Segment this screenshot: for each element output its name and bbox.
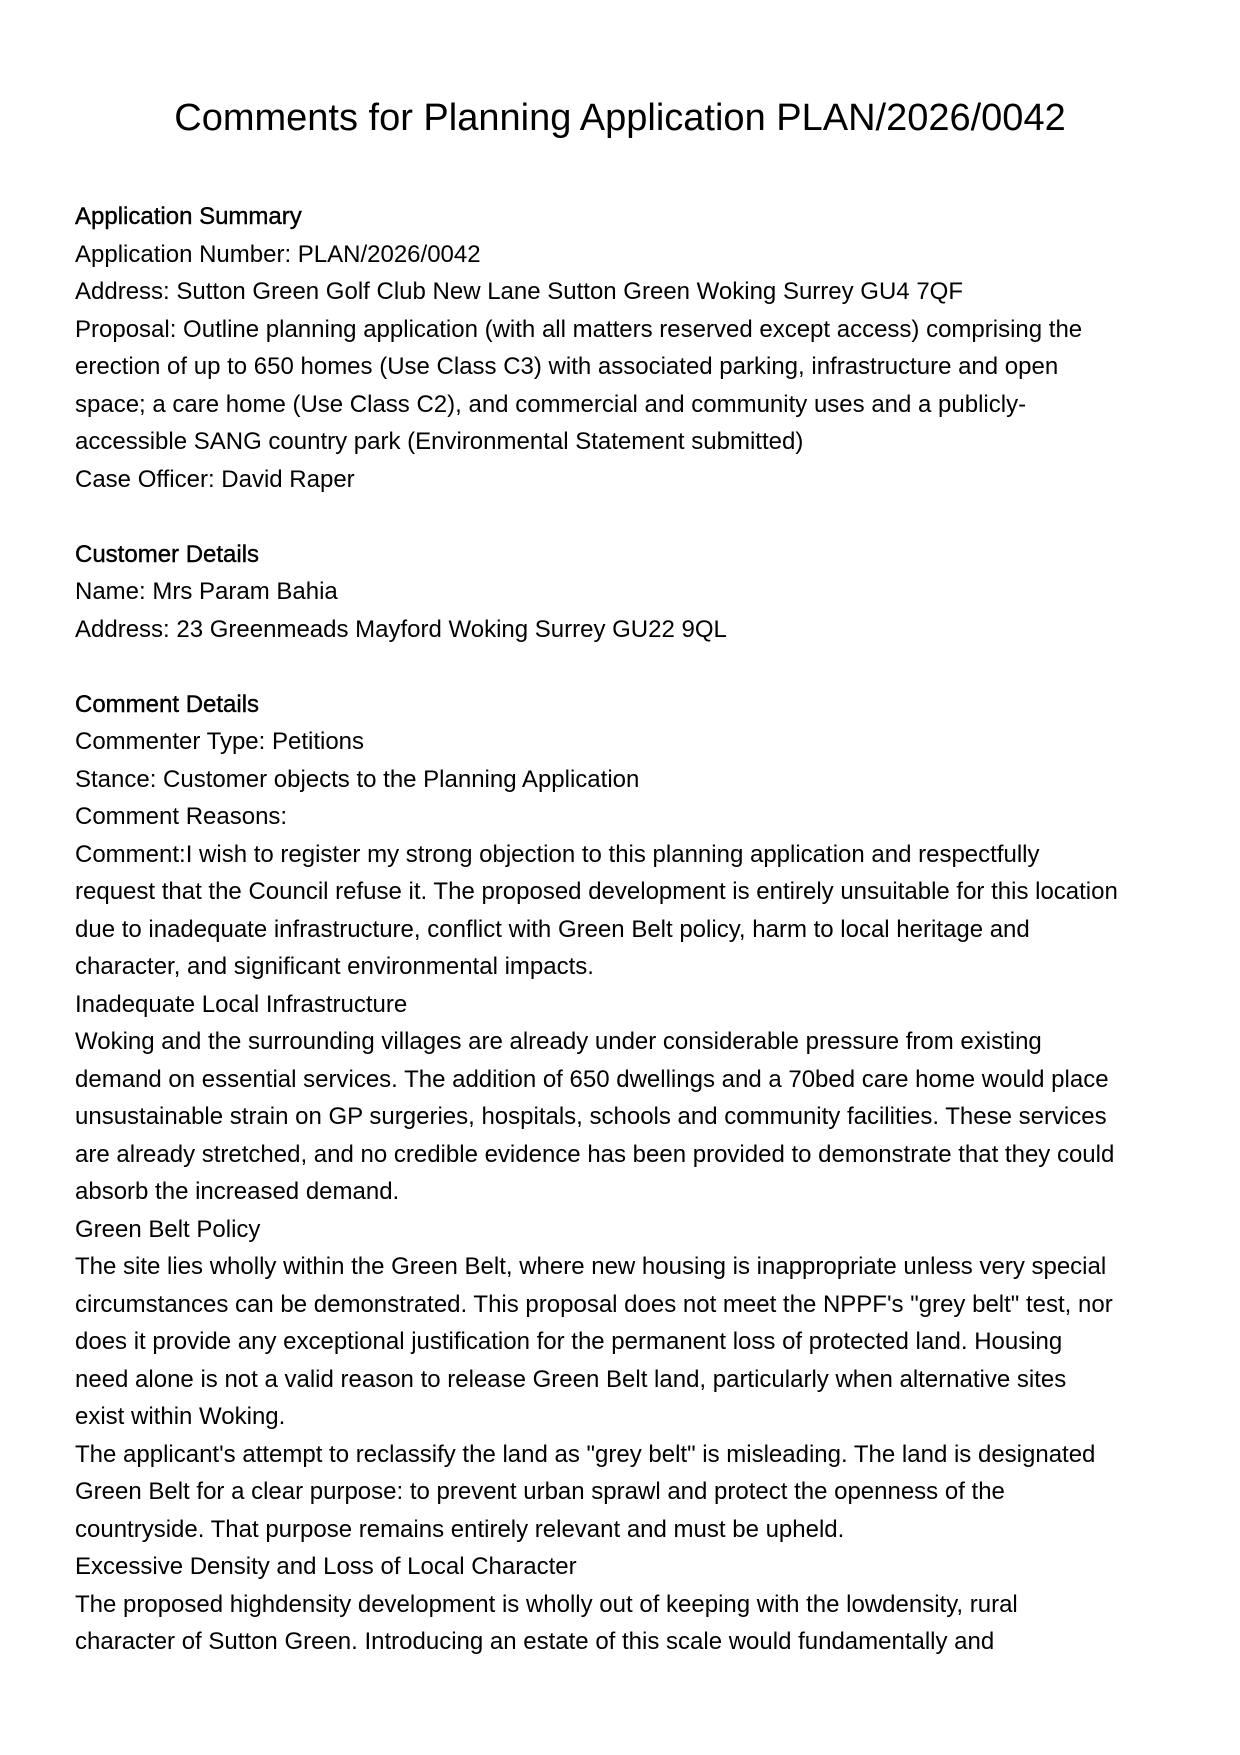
text-line: need alone is not a valid reason to release Green Belt land, particularly when alternative sites xyxy=(75,1365,1067,1393)
subheading-density: Excessive Density and Loss of Local Character xyxy=(75,1553,577,1580)
commenter-type: Commenter Type: Petitions xyxy=(75,728,365,755)
text-line: character of Sutton Green. Introducing an estate of this scale would fundamentally and xyxy=(75,1628,995,1655)
stance: Stance: Customer objects to the Planning Application xyxy=(75,765,640,793)
section-heading: Comment Details xyxy=(75,690,260,718)
text-line: erection of up to 650 homes (Use Class C3) with associated parking, infrastructure and open xyxy=(75,353,1059,380)
case-officer: Case Officer: David Raper xyxy=(75,465,355,493)
subheading-green-belt: Green Belt Policy xyxy=(75,1215,261,1243)
green-belt-paragraph xyxy=(75,1248,1175,1436)
text-line: does it provide any exceptional justification for the permanent loss of protected land. Housing xyxy=(75,1328,1063,1355)
comment-reasons: Comment Reasons: xyxy=(75,803,288,830)
text-line: Green Belt for a clear purpose: to prevent urban sprawl and protect the openness of the xyxy=(75,1478,1005,1505)
text-line: exist within Woking. xyxy=(75,1403,286,1430)
text-line: countryside. That purpose remains entirely relevant and must be upheld. xyxy=(75,1515,845,1543)
text-line: The applicant's attempt to reclassify the land as "grey belt" is misleading. The land is designated xyxy=(75,1440,1096,1468)
grey-belt-paragraph xyxy=(75,1436,1175,1549)
section-heading: Application Summary xyxy=(75,203,302,230)
text-line: request that the Council refuse it. The proposed development is entirely unsuitable for this location xyxy=(75,878,1118,905)
infrastructure-paragraph xyxy=(75,1023,1175,1211)
subheading-infrastructure: Inadequate Local Infrastructure xyxy=(75,990,408,1018)
text-line: Comment:I wish to register my strong objection to this planning application and respectfully xyxy=(75,840,1040,868)
customer-details-section xyxy=(75,536,1175,649)
text-line: due to inadequate infrastructure, conflict with Green Belt policy, harm to local heritage and xyxy=(75,915,1030,943)
page-title: Comments for Planning Application PLAN/2026/0042 xyxy=(174,97,1066,139)
text-line: demand on essential services. The addition of 650 dwellings and a 70bed care home would place xyxy=(75,1065,1109,1093)
application-summary-section xyxy=(75,198,1175,498)
text-line: unsustainable strain on GP surgeries, hospitals, schools and community facilities. These services xyxy=(75,1103,1107,1130)
text-line: accessible SANG country park (Environmental Statement submitted) xyxy=(75,428,804,455)
application-address: Address: Sutton Green Golf Club New Lane Sutton Green Woking Surrey GU4 7QF xyxy=(75,278,963,305)
application-number: Application Number: PLAN/2026/0042 xyxy=(75,240,481,268)
comment-details-section xyxy=(75,686,1175,1661)
section-heading: Customer Details xyxy=(75,540,260,568)
text-line: space; a care home (Use Class C2), and commercial and community uses and a publicly- xyxy=(75,390,1027,418)
density-paragraph xyxy=(75,1586,1175,1661)
text-line: The site lies wholly within the Green Belt, where new housing is inappropriate unless very special xyxy=(75,1253,1107,1280)
text-line: The proposed highdensity development is wholly out of keeping with the lowdensity, rural xyxy=(75,1590,1018,1618)
text-line: are already stretched, and no credible evidence has been provided to demonstrate that they could xyxy=(75,1140,1115,1168)
customer-name: Name: Mrs Param Bahia xyxy=(75,578,338,605)
text-line: character, and significant environmental impacts. xyxy=(75,953,594,980)
proposal-text xyxy=(75,311,1175,461)
text-line: Proposal: Outline planning application (with all matters reserved except access) comprising the xyxy=(75,315,1083,343)
comment-intro xyxy=(75,836,1175,986)
text-line: circumstances can be demonstrated. This proposal does not meet the NPPF's "grey belt" test, nor xyxy=(75,1290,1113,1318)
document-body xyxy=(75,198,1175,1661)
text-line: absorb the increased demand. xyxy=(75,1178,400,1205)
text-line: Woking and the surrounding villages are already under considerable pressure from existing xyxy=(75,1028,1042,1055)
customer-address: Address: 23 Greenmeads Mayford Woking Surrey GU22 9QL xyxy=(75,615,727,643)
